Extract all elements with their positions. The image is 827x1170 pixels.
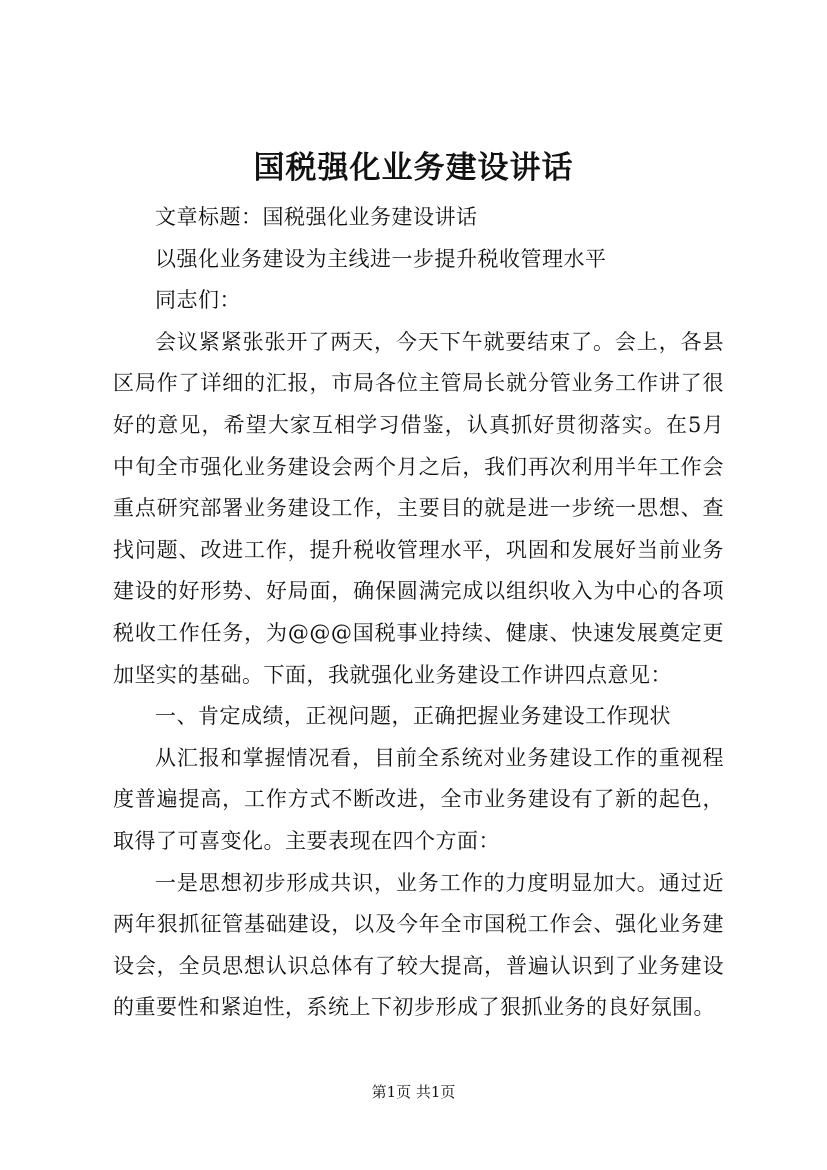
- article-title-line: 文章标题：国税强化业务建设讲话: [155, 205, 478, 229]
- section-heading: 一、肯定成绩，正视问题，正确把握业务建设工作现状: [155, 704, 671, 729]
- document-title: 国税强化业务建设讲话: [253, 150, 574, 186]
- body-paragraph: 会议紧紧张张开了两天，今天下午就要结束了。会上，各县区局作了详细的汇报，市局各位主管局长就分管业务工作讲了很好的意见，希望大家互相学习借鉴，认真抓好贯彻落实。在5月中旬全市强化业务建设会两个月之后，我们再次利用半年工作会重点研究部署业务建设工作，主要目的就是进一步统一思想、查找问题、改进工作，提升税收管理水平，巩固和发展好当前业务建设的好形势、好局面，确保圆满完成以组织收入为中心的各项税收工作任务，为@@@国税事业持续、健康、快速发展奠定更加坚实的基础。下面，我就强化业务建设工作讲四点意见：: [113, 329, 724, 687]
- salutation: 同志们：: [155, 288, 241, 313]
- body-paragraph: 一是思想初步形成共识，业务工作的力度明显加大。通过近两年狠抓征管基础建设，以及今年全市国税工作会、强化业务建设会，全员思想认识总体有了较大提高，普遍认识到了业务建设的重要性和紧迫性，系统上下初步形成了狠抓业务的良好氛围。: [113, 870, 724, 1020]
- subtitle-line: 以强化业务建设为主线进一步提升税收管理水平: [155, 246, 607, 271]
- page-footer: 第1页 共1页: [371, 1083, 456, 1101]
- body-paragraph: 从汇报和掌握情况看，目前全系统对业务建设工作的重视程度普遍提高，工作方式不断改进，全市业务建设有了新的起色，取得了可喜变化。主要表现在四个方面：: [113, 745, 724, 853]
- document-body: [113, 197, 724, 1029]
